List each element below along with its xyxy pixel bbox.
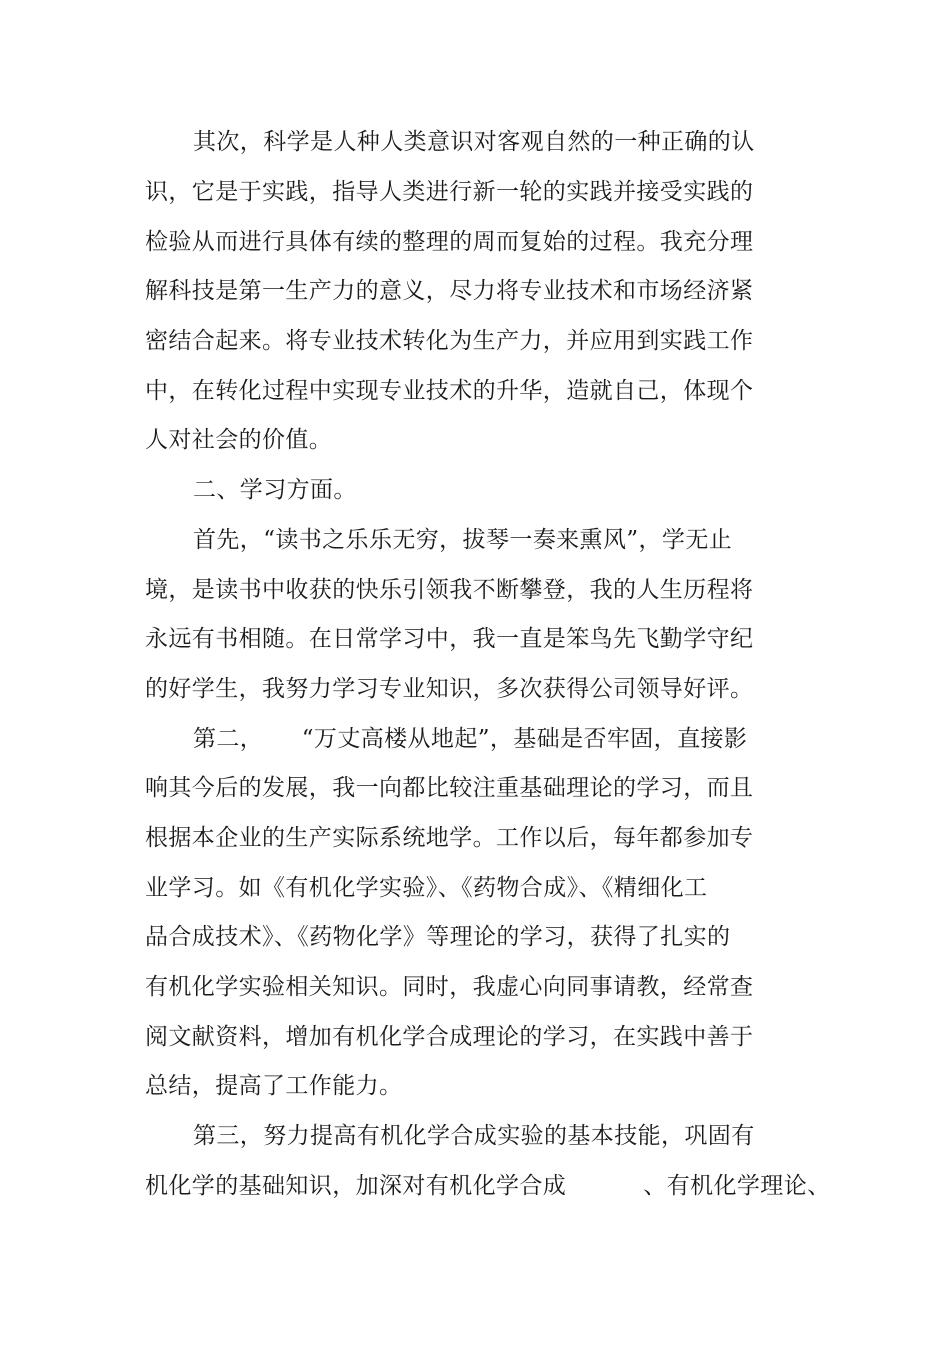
paragraph-line: 首先，“读书之乐乐无穷，拔琴一奏来熏风”，学无止: [193, 527, 733, 553]
paragraph-line: 密结合起来。将专业技术转化为生产力，并应用到实践工作: [145, 328, 754, 354]
paragraph-line: 根据本企业的生产实际系统地学。工作以后，每年都参加专: [145, 825, 754, 851]
paragraph-line: 有机化学实验相关知识。同时，我虚心向同事请教，经常查: [145, 974, 754, 1000]
paragraph-line: 阅文献资料，增加有机化学合成理论的学习，在实践中善于: [145, 1024, 754, 1050]
section-heading: 二、学习方面。: [193, 477, 357, 503]
paragraph-line: 人对社会的价值。: [145, 427, 333, 453]
paragraph-line: 业学习。如《有机化学实验》、《药物合成》、《精细化工: [145, 875, 708, 901]
paragraph-line: 总结，提高了工作能力。: [145, 1073, 403, 1099]
paragraph-line: 检验从而进行具体有续的整理的周而复始的过程。我充分理: [145, 229, 754, 255]
paragraph-line: 永远有书相随。在日常学习中，我一直是笨鸟先飞勤学守纪: [145, 626, 754, 652]
paragraph-line: 响其今后的发展，我一向都比较注重基础理论的学习，而且: [145, 775, 754, 801]
paragraph-line: 品合成技术》、《药物化学》等理论的学习，获得了扎实的: [145, 924, 731, 950]
paragraph-line: 解科技是第一生产力的意义，尽力将专业技术和市场经济紧: [145, 278, 754, 304]
paragraph-line: 的好学生，我努力学习专业知识，多次获得公司领导好评。: [145, 676, 754, 702]
paragraph-line: 境，是读书中收获的快乐引领我不断攀登，我的人生历程将: [145, 577, 754, 603]
paragraph-line: 第三，努力提高有机化学合成实验的基本技能，巩固有: [193, 1123, 755, 1149]
paragraph-line: 第二， “万丈高楼从地起”，基础是否牢固，直接影: [193, 726, 748, 752]
paragraph-line: 中，在转化过程中实现专业技术的升华，造就自己，体现个: [145, 378, 754, 404]
paragraph-line: 其次，科学是人种人类意识对客观自然的一种正确的认: [193, 129, 755, 155]
paragraph-line: 机化学的基础知识，加深对有机化学合成 、有机化学理论、: [145, 1173, 831, 1199]
paragraph-line: 识，它是于实践，指导人类进行新一轮的实践并接受实践的: [145, 179, 754, 205]
